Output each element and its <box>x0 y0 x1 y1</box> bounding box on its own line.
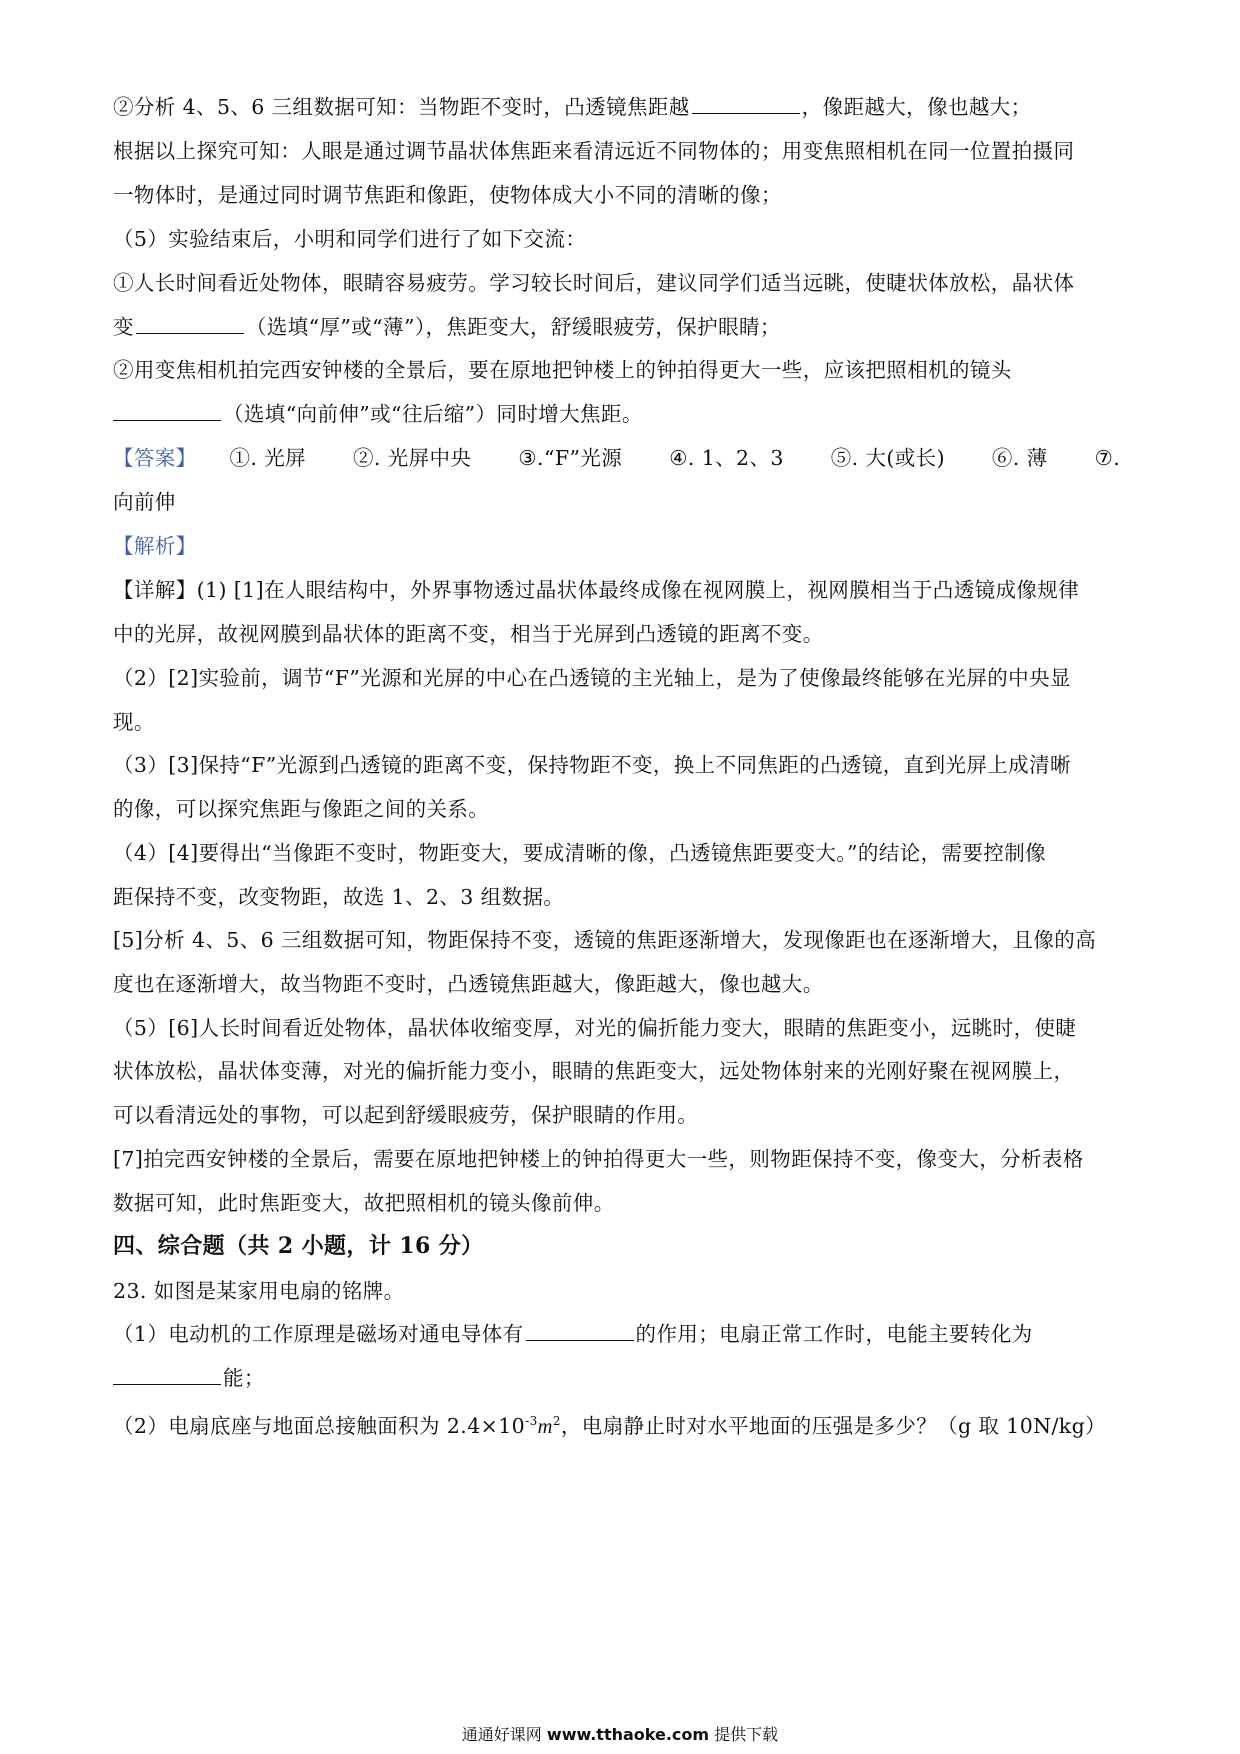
analysis-line: [7]拍完西安钟楼的全景后，需要在原地把钟楼上的钟拍得更大一些，则物距保持不变，像变大，分析表格 <box>113 1147 1084 1171</box>
q23-part2: （2）电扇底座与地面总接触面积为 $2.4\times 10^{-3}m^2$，电扇静止时对水平地面的压强是多少？（g 取 10N/kg） <box>113 1413 1107 1438</box>
analysis-line: （2）[2]实验前，调节“F”光源和光屏的中心在凸透镜的主光轴上，是为了使像最终能够在光屏的中央显 <box>113 666 1071 690</box>
answer-blank[interactable] <box>692 93 800 114</box>
answer-continuation: 向前伸 <box>113 490 176 514</box>
answer-item: ⑥. 薄 <box>991 446 1048 470</box>
analysis-line: （3）[3]保持“F”光源到凸透镜的距离不变，保持物距不变，换上不同焦距的凸透镜，直到光屏上成清晰 <box>113 753 1071 777</box>
answer-tag: 【答案】 <box>113 446 197 470</box>
section-heading: 四、综合题（共 2 小题，计 16 分） <box>113 1233 484 1259</box>
q23-part1-cont: 能； <box>113 1363 1133 1393</box>
q22-line-4: （5）实验结束后，小明和同学们进行了如下交流： <box>113 227 587 251</box>
footer-suffix: 提供下载 <box>714 1725 779 1744</box>
answer-line <box>113 443 1133 473</box>
answer-blank[interactable] <box>113 400 221 421</box>
analysis-line: （4）[4]要得出“当像距不变时，物距变大，要成清晰的像，凸透镜焦距要变大。”的结论，需要控制像 <box>113 841 1046 865</box>
q23-title: 23. 如图是某家用电扇的铭牌。 <box>113 1279 405 1303</box>
q23-part1: （1）电动机的工作原理是磁场对通电导体有 的作用；电扇正常工作时，电能主要转化为 <box>113 1322 1033 1346</box>
analysis-line: 【详解】(1) [1]在人眼结构中，外界事物透过晶状体最终成像在视网膜上，视网膜相当于凸透镜成像规律 <box>113 578 1080 602</box>
analysis-line: 度也在逐渐增大，故当物距不变时，凸透镜焦距越大，像距越大，像也越大。 <box>113 972 824 996</box>
analysis-line: 现。 <box>113 710 155 734</box>
footer-url[interactable]: www.tthaoke.com <box>546 1725 710 1744</box>
q22-line-6: 变 （选填“厚”或“薄”），焦距变大，舒缓眼疲劳，保护眼睛； <box>113 315 781 339</box>
answer-blank[interactable] <box>526 1320 634 1341</box>
footer-site: 通通好课网 <box>461 1725 542 1744</box>
q22-line-8: （选填“向前伸”或“往后缩”）同时增大焦距。 <box>113 399 1133 429</box>
q22-line-7: ②用变焦相机拍完西安钟楼的全景后，要在原地把钟楼上的钟拍得更大一些，应该把照相机的镜头 <box>113 358 1012 382</box>
q22-line-1: ②分析 4、5、6 三组数据可知：当物距不变时，凸透镜焦距越 ，像距越大，像也越大； <box>113 95 1032 119</box>
analysis-line: 状体放松，晶状体变薄，对光的偏折能力变小，眼睛的焦距变大，远处物体射来的光刚好聚在视网膜上， <box>113 1059 1075 1083</box>
answer-item: ③.“F”光源 <box>518 446 623 470</box>
answer-blank[interactable] <box>113 1364 221 1385</box>
analysis-line: （5）[6]人长时间看近处物体，晶状体收缩变厚，对光的偏折能力变大，眼睛的焦距变小，远眺时，使睫 <box>113 1016 1077 1040</box>
answer-item: ⑤. 大(或长) <box>830 446 945 470</box>
answer-item: ②. 光屏中央 <box>353 446 472 470</box>
analysis-line: [5]分析 4、5、6 三组数据可知，物距保持不变，透镜的焦距逐渐增大，发现像距也在逐渐增大，且像的高 <box>113 928 1097 952</box>
analysis-line: 中的光屏，故视网膜到晶状体的距离不变，相当于光屏到凸透镜的距离不变。 <box>113 622 824 646</box>
answer-blank[interactable] <box>136 313 244 334</box>
analysis-line: 的像，可以探究焦距与像距之间的关系。 <box>113 797 490 821</box>
answer-item: ④. 1、2、3 <box>669 446 784 470</box>
analysis-line: 距保持不变，改变物距，故选 1、2、3 组数据。 <box>113 885 565 909</box>
answer-item: ①. 光屏 <box>229 446 307 470</box>
analysis-tag: 【解析】 <box>113 534 197 558</box>
page-footer <box>0 1722 1240 1745</box>
q22-line-3: 一物体时，是通过同时调节焦距和像距，使物体成大小不同的清晰的像； <box>113 183 782 207</box>
analysis-line: 可以看清远处的事物，可以起到舒缓眼疲劳，保护眼睛的作用。 <box>113 1103 699 1127</box>
analysis-line: 数据可知，此时焦距变大，故把照相机的镜头像前伸。 <box>113 1191 615 1215</box>
q22-line-2: 根据以上探究可知：人眼是通过调节晶状体焦距来看清远近不同物体的；用变焦照相机在同一位置拍摄同 <box>113 139 1075 163</box>
q22-line-5: ①人长时间看近处物体，眼睛容易疲劳。学习较长时间后，建议同学们适当远眺，使睫状体放松，晶状体 <box>113 271 1075 295</box>
answer-item: ⑦. <box>1094 446 1121 470</box>
